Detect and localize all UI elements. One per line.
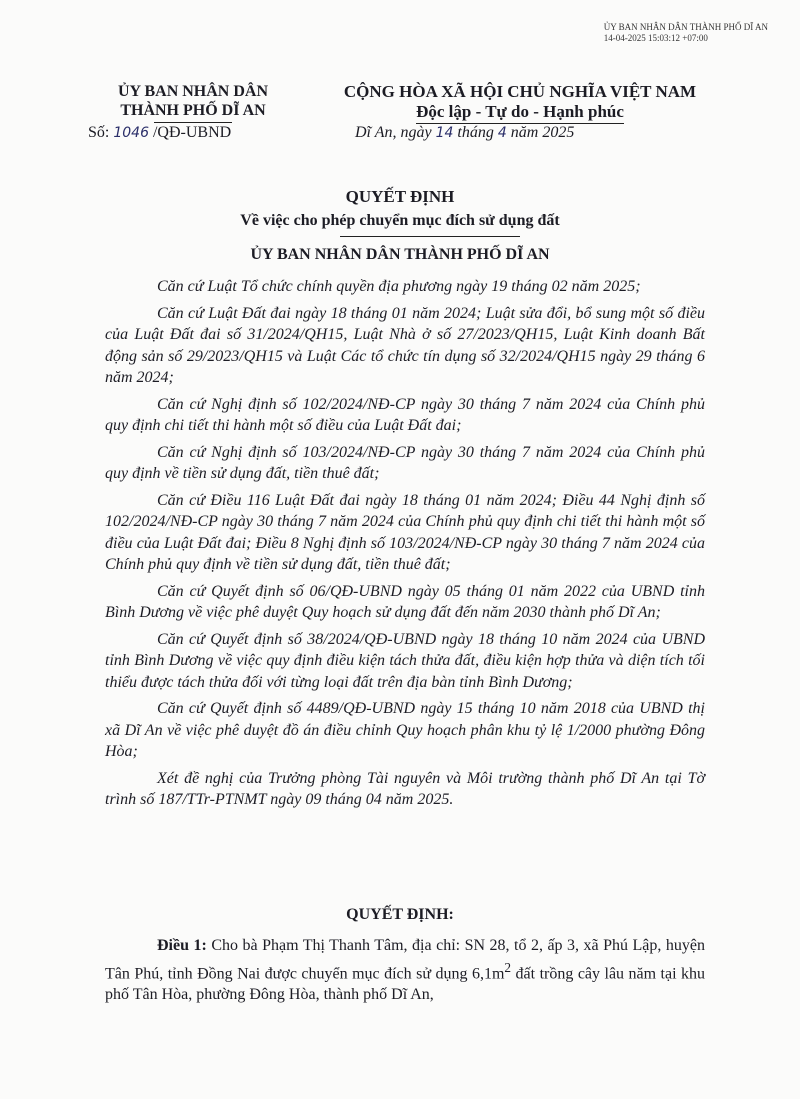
article-1-text: Cho bà Phạm Thị Thanh Tâm, địa chỉ: SN 28, tổ 2, ấp 3, xã Phú Lập, huyện Tân Phú, tỉnh Đồng Nai được chuyển mục đích sử dụng 6,1m — [105, 937, 706, 982]
legal-basis-paragraph: Căn cứ Quyết định số 4489/QĐ-UBND ngày 15 tháng 10 năm 2018 của UBND thị xã Dĩ An về việc phê duyệt đồ án điều chỉnh Quy hoạch phân khu tỷ lệ 1/2000 phường Đông Hòa; — [105, 700, 705, 760]
national-header — [300, 82, 740, 124]
legal-basis-paragraph: Căn cứ Nghị định số 102/2024/NĐ-CP ngày 30 tháng 7 năm 2024 của Chính phủ quy định chi tiết thi hành một số điều của Luật Đất đai; — [105, 395, 705, 434]
issuer-header — [88, 82, 298, 123]
legal-basis-paragraph: Căn cứ Quyết định số 38/2024/QĐ-UBND ngày 18 tháng 10 năm 2024 của UBND tỉnh Bình Dương về việc quy định điều kiện tách thửa đất, điều kiện hợp thửa và diện tích tối thiểu được tách thửa đối với từng loại đất trên địa bàn tỉnh Bình Dương; — [105, 630, 705, 691]
document-number — [88, 124, 231, 142]
article-1 — [105, 935, 705, 1006]
issuer-divider — [154, 122, 232, 123]
issuer-line2: THÀNH PHỐ DĨ AN — [120, 102, 266, 119]
subject-divider — [340, 236, 520, 237]
date-day-handwritten: 14 — [435, 125, 454, 141]
article-1-text-cont: đất trồng cây lâu năm tại khu phố Tân Hòa, phường Đông Hòa, thành phố Dĩ An, — [105, 964, 705, 1004]
article-1-label: Điều 1: — [157, 937, 207, 954]
legal-basis-paragraph: Căn cứ Luật Đất đai ngày 18 tháng 01 năm 2024; Luật sửa đổi, bổ sung một số điều của Luật Đất đai số 31/2024/QH15, Luật Nhà ở số 27/2023/QH15, Luật Kinh doanh Bất động sản số 29/2023/QH15 và Luật Các tổ chức tín dụng số 32/2024/QH15 ngày 29 tháng 6 năm 2024; — [105, 304, 705, 386]
so-number-handwritten: 1046 — [113, 125, 149, 141]
issuer-line1: ỦY BAN NHÂN DÂN — [117, 83, 269, 100]
area-unit-superscript: 2 — [504, 959, 512, 975]
so-suffix: /QĐ-UBND — [152, 124, 232, 141]
issuing-authority: ỦY BAN NHÂN DÂN THÀNH PHỐ DĨ AN — [250, 246, 550, 263]
document-subject: Về việc cho phép chuyển mục đích sử dụng đất — [240, 212, 560, 229]
date-month-label: tháng — [457, 124, 494, 141]
proposal-paragraph: Xét đề nghị của Trưởng phòng Tài nguyên và Môi trường thành phố Dĩ An tại Tờ trình số 187/TTr-PTNMT ngày 09 tháng 04 năm 2025. — [105, 769, 705, 808]
date-year: năm 2025 — [510, 124, 575, 141]
national-motto: Độc lập - Tự do - Hạnh phúc — [416, 102, 624, 124]
digital-signature-stamp — [604, 22, 768, 44]
date-prefix: Dĩ An, ngày — [355, 124, 432, 141]
stamp-datetime: 14-04-2025 15:03:12 +07:00 — [603, 33, 708, 43]
stamp-org: ỦY BAN NHÂN DÂN THÀNH PHỐ DĨ AN — [603, 22, 768, 32]
decision-heading: QUYẾT ĐỊNH: — [346, 906, 454, 923]
document-title: QUYẾT ĐỊNH — [345, 187, 455, 206]
national-title: CỘNG HÒA XÃ HỘI CHỦ NGHĨA VIỆT NAM — [343, 82, 697, 101]
legal-bases — [105, 276, 705, 816]
document-date — [355, 124, 574, 142]
legal-basis-paragraph: Căn cứ Luật Tổ chức chính quyền địa phương ngày 19 tháng 02 năm 2025; — [157, 278, 641, 295]
legal-basis-paragraph: Căn cứ Quyết định số 06/QĐ-UBND ngày 05 tháng 01 năm 2022 của UBND tỉnh Bình Dương về việc phê duyệt Quy hoạch sử dụng đất đến năm 2030 thành phố Dĩ An; — [105, 582, 705, 621]
so-label: Số: — [88, 124, 110, 141]
date-month-handwritten: 4 — [497, 125, 507, 141]
legal-basis-paragraph: Căn cứ Điều 116 Luật Đất đai ngày 18 tháng 01 năm 2024; Điều 44 Nghị định số 102/2024/NĐ-CP ngày 30 tháng 7 năm 2024 của Chính phủ quy định chi tiết thi hành một số điều của Luật Đất đai; Điều 8 Nghị định số 103/2024/NĐ-CP ngày 30 tháng 7 năm 2024 của Chính phủ quy định về tiền sử dụng đất, tiền thuê đất; — [105, 491, 705, 573]
legal-basis-paragraph: Căn cứ Nghị định số 103/2024/NĐ-CP ngày 30 tháng 7 năm 2024 của Chính phủ quy định về tiền sử dụng đất, tiền thuê đất; — [105, 443, 705, 482]
